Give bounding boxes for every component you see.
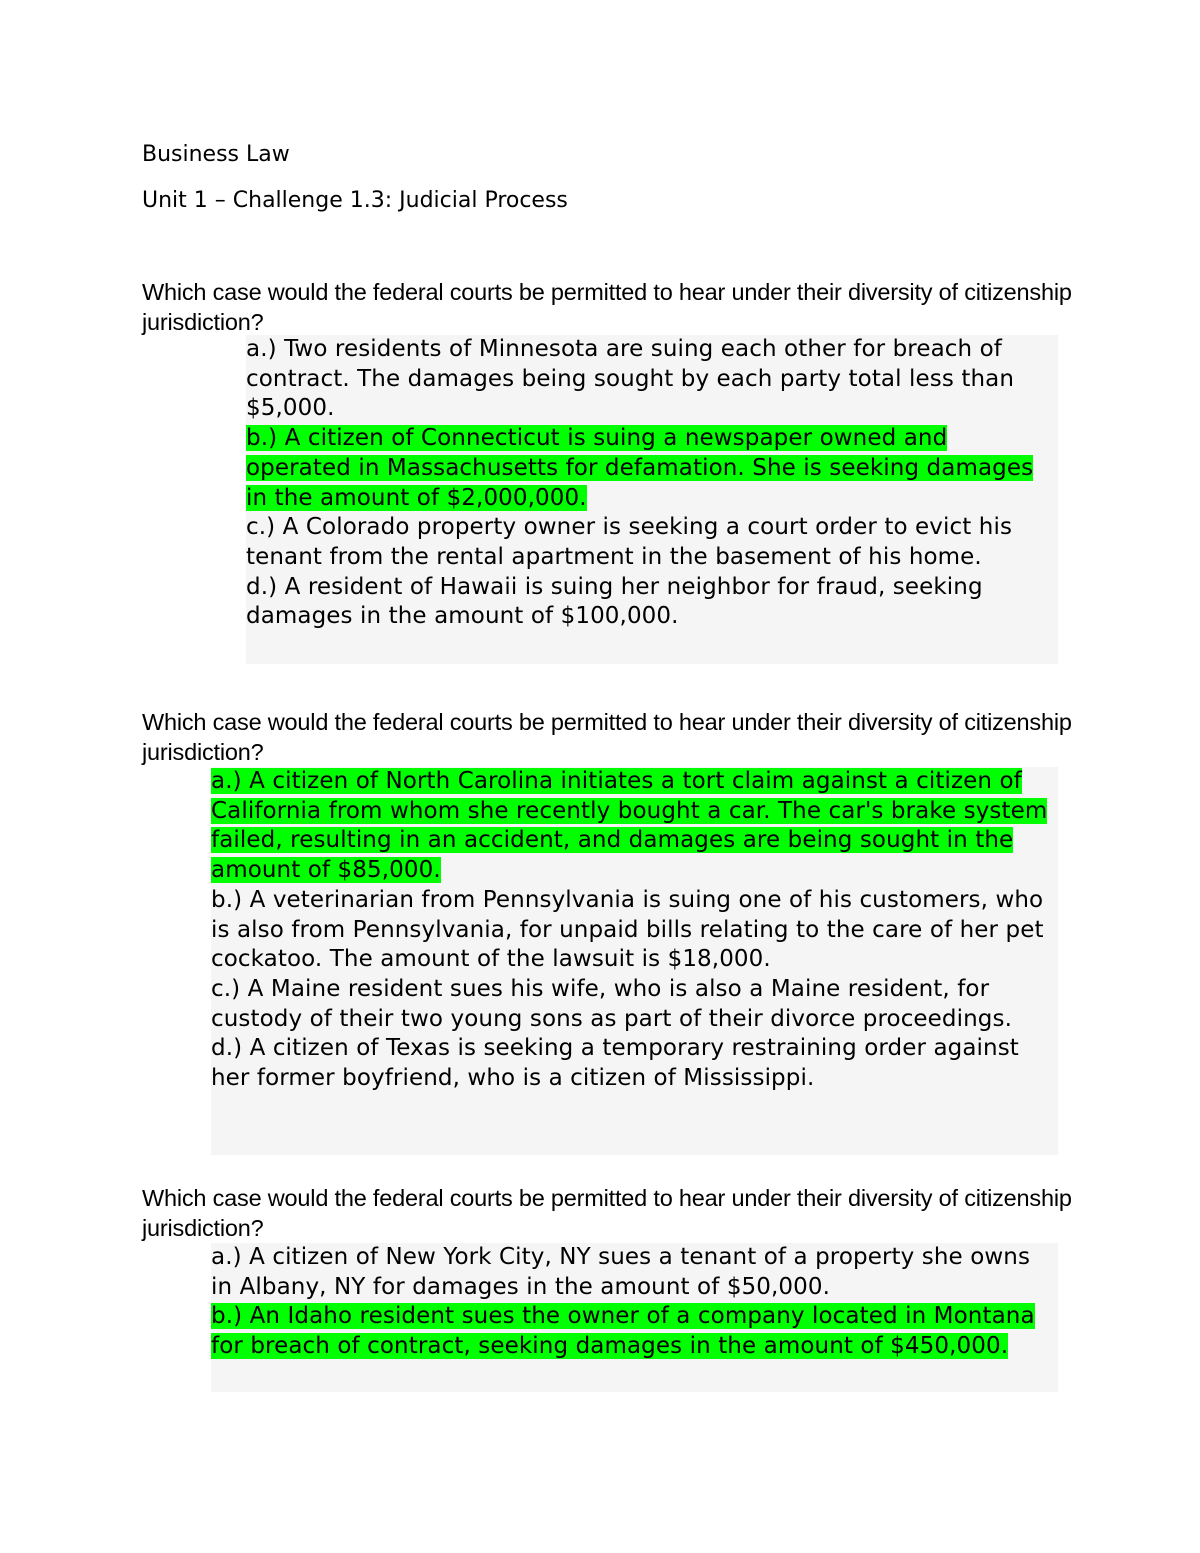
question-2-options bbox=[211, 767, 1058, 1155]
question-1-option-c: c.) A Colorado property owner is seeking a court order to evict his tenant from the rental apartment in the basement of his home. bbox=[246, 514, 1013, 570]
question-2-option-b: b.) A veterinarian from Pennsylvania is suing one of his customers, who is also from Pennsylvania, for unpaid bills relating to the care of her pet cockatoo. The amount of the lawsuit is $18,000. bbox=[211, 886, 1044, 973]
question-2-option-c: c.) A Maine resident sues his wife, who is also a Maine resident, for custody of their two young sons as part of their divorce proceedings. bbox=[211, 975, 1012, 1032]
question-3-prompt: Which case would the federal courts be permitted to hear under their diversity of citizenship jurisdiction? bbox=[142, 1185, 1072, 1241]
question-1-options bbox=[246, 335, 1058, 664]
course-title: Business Law bbox=[142, 142, 290, 167]
question-1-option-a: a.) Two residents of Minnesota are suing each other for breach of contract. The damages being sought by each party total less than $5,000. bbox=[246, 336, 1015, 422]
question-2-prompt: Which case would the federal courts be permitted to hear under their diversity of citizenship jurisdiction? bbox=[142, 709, 1072, 765]
unit-title: Unit 1 – Challenge 1.3: Judicial Process bbox=[142, 188, 568, 213]
question-2-option-a: a.) A citizen of North Carolina initiates a tort claim against a citizen of California from whom she recently bought a car. The car's brake system failed, resulting in an accident, and damages are being sought in the amount of $85,000. bbox=[211, 768, 1048, 884]
question-1-option-d: d.) A resident of Hawaii is suing her neighbor for fraud, seeking damages in the amount of $100,000. bbox=[246, 573, 983, 630]
question-1-option-b: b.) A citizen of Connecticut is suing a newspaper owned and operated in Massachusetts for defamation. She is seeking damages in the amount of $2,000,000. bbox=[246, 425, 1034, 511]
question-2-option-d: d.) A citizen of Texas is seeking a temporary restraining order against her former boyfriend, who is a citizen of Mississippi. bbox=[211, 1035, 1019, 1092]
question-1-prompt: Which case would the federal courts be permitted to hear under their diversity of citizenship jurisdiction? bbox=[142, 279, 1072, 335]
question-3-option-b: b.) An Idaho resident sues the owner of a company located in Montana for breach of contract, seeking damages in the amount of $450,000. bbox=[211, 1303, 1035, 1360]
question-3-option-a: a.) A citizen of New York City, NY sues a tenant of a property she owns in Albany, NY for damages in the amount of $50,000. bbox=[211, 1244, 1031, 1300]
question-3-options bbox=[211, 1243, 1058, 1392]
